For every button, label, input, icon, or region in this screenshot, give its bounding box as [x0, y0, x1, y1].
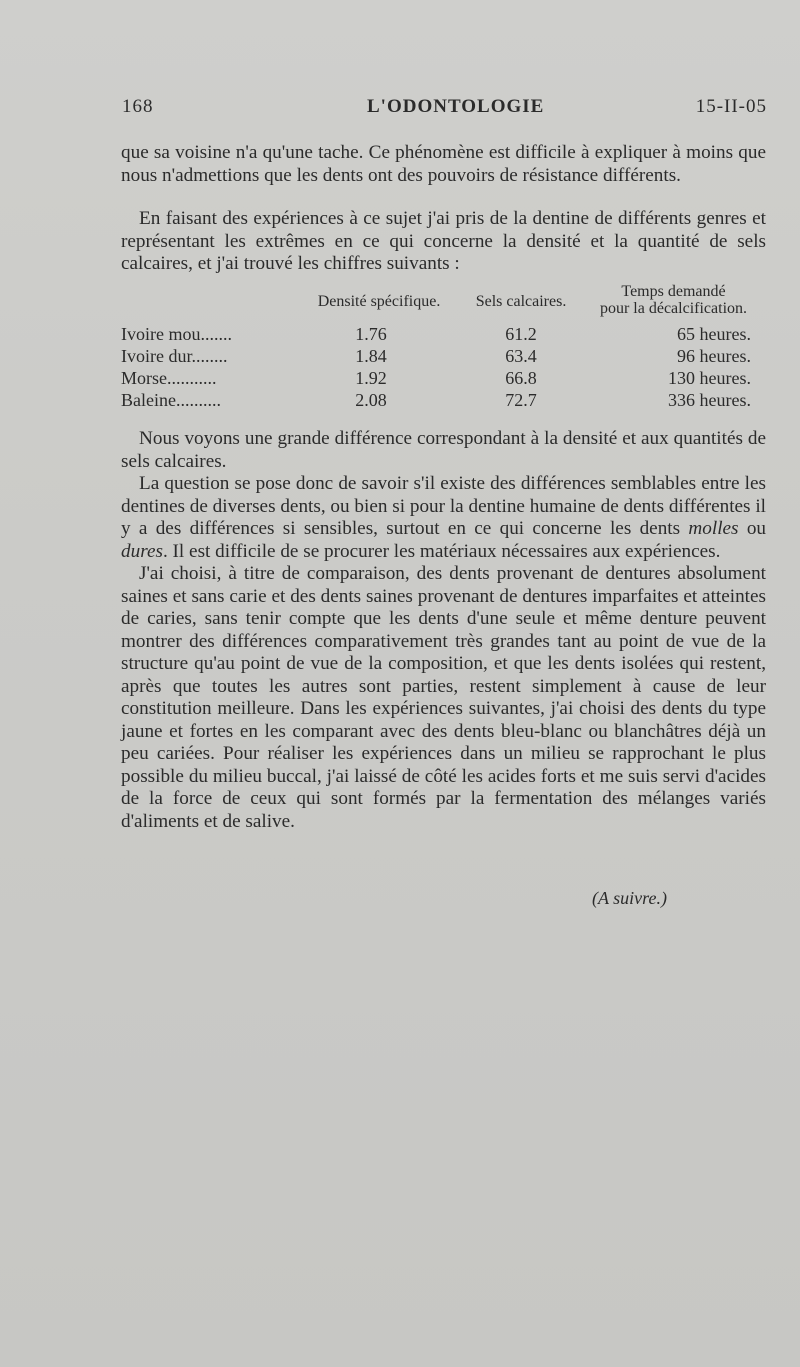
row-time: 336 heures.: [668, 390, 751, 410]
text-block-body: [121, 428, 766, 833]
issue-date: 15-II-05: [695, 96, 767, 117]
row-label: Morse...........: [121, 368, 217, 388]
row-density: 2.08: [355, 390, 387, 410]
to-be-continued: (A suivre.): [592, 888, 667, 908]
paragraph-experiments-intro: En faisant des expériences à ce sujet j'ai pris de la dentine de différents genres et représentant les extrêmes en ce qui concerne la densité et la quantité de sels calcaires, et j'ai trouvé les chiffres suivants :: [121, 208, 766, 274]
row-density: 1.84: [355, 346, 387, 366]
running-header: [122, 96, 767, 124]
table-row: [121, 323, 766, 345]
column-header-salts: Sels calcaires.: [475, 293, 567, 310]
row-label: Ivoire mou.......: [121, 324, 232, 344]
column-header-time: [586, 283, 761, 317]
column-header-time-line1: Temps demandé: [621, 283, 726, 300]
row-density: 1.76: [355, 324, 387, 344]
question-text-start: La question se pose donc de savoir s'il existe des différences semblables entre les dentines de diverses dents, ou bien si pour la dentine humaine de dents différentes il y a des différences si sensibles, surtout en ce qui concerne les dents: [121, 473, 766, 539]
column-header-time-line2: pour la décalcification.: [599, 300, 748, 317]
emphasis-dures: dures: [121, 540, 163, 562]
question-text-end: . Il est difficile de se procurer les matériaux nécessaires aux expériences.: [162, 540, 721, 562]
paragraph-question: [121, 473, 766, 563]
paragraph-difference: Nous voyons une grande différence correspondant à la densité et aux quantités de sels calcaires.: [121, 428, 766, 472]
table-row: [121, 389, 766, 411]
paragraph-method: J'ai choisi, à titre de comparaison, des dents provenant de dentures absolument saines et sans carie et des dents saines provenant de dentures imparfaites et atteintes de caries, sans tenir compte que les dents d'une seule et même denture peuvent montrer des différences comparativement très grandes tant au point de vue de la structure qu'au point de vue de la composition, et que les dents isolées qui restent, après que toutes les autres sont parties, restent simplement à cause de leur constitution meilleure. Dans les expériences suivantes, j'ai choisi des dents du type jaune et fortes en les comparant avec des dents bleu-blanc ou blanchâtres déjà un peu cariées. Pour réaliser les expériences dans un milieu se rapprochant le plus possible du milieu buccal, j'ai laissé de côté les acides forts et me suis servi d'acides de la force de ceux qui sont formés par la fermentation des mélanges variés d'aliments et de salive.: [121, 563, 766, 832]
row-time: 130 heures.: [668, 368, 751, 388]
dentine-table: [121, 283, 766, 423]
paragraph-continuation: que sa voisine n'a qu'une tache. Ce phénomène est difficile à expliquer à moins que nous n'admettions que les dents ont des pouvoirs de résistance différents.: [121, 142, 766, 186]
page-number: 168: [122, 96, 154, 117]
row-salts: 66.8: [505, 368, 537, 388]
table-row: [121, 345, 766, 367]
row-salts: 72.7: [505, 390, 537, 410]
column-header-density: Densité spécifique.: [317, 293, 441, 310]
row-salts: 63.4: [505, 346, 537, 366]
text-block-intro: [121, 208, 766, 276]
row-time: 65 heures.: [677, 324, 751, 344]
row-label: Ivoire dur........: [121, 346, 228, 366]
text-block-top: [121, 142, 766, 187]
question-text-mid: ou: [738, 518, 767, 539]
row-label: Baleine..........: [121, 390, 221, 410]
row-time: 96 heures.: [677, 346, 751, 366]
journal-title: L'ODONTOLOGIE: [367, 96, 545, 117]
row-density: 1.92: [355, 368, 387, 388]
emphasis-molles: molles: [688, 518, 739, 539]
row-salts: 61.2: [505, 324, 537, 344]
table-row: [121, 367, 766, 389]
